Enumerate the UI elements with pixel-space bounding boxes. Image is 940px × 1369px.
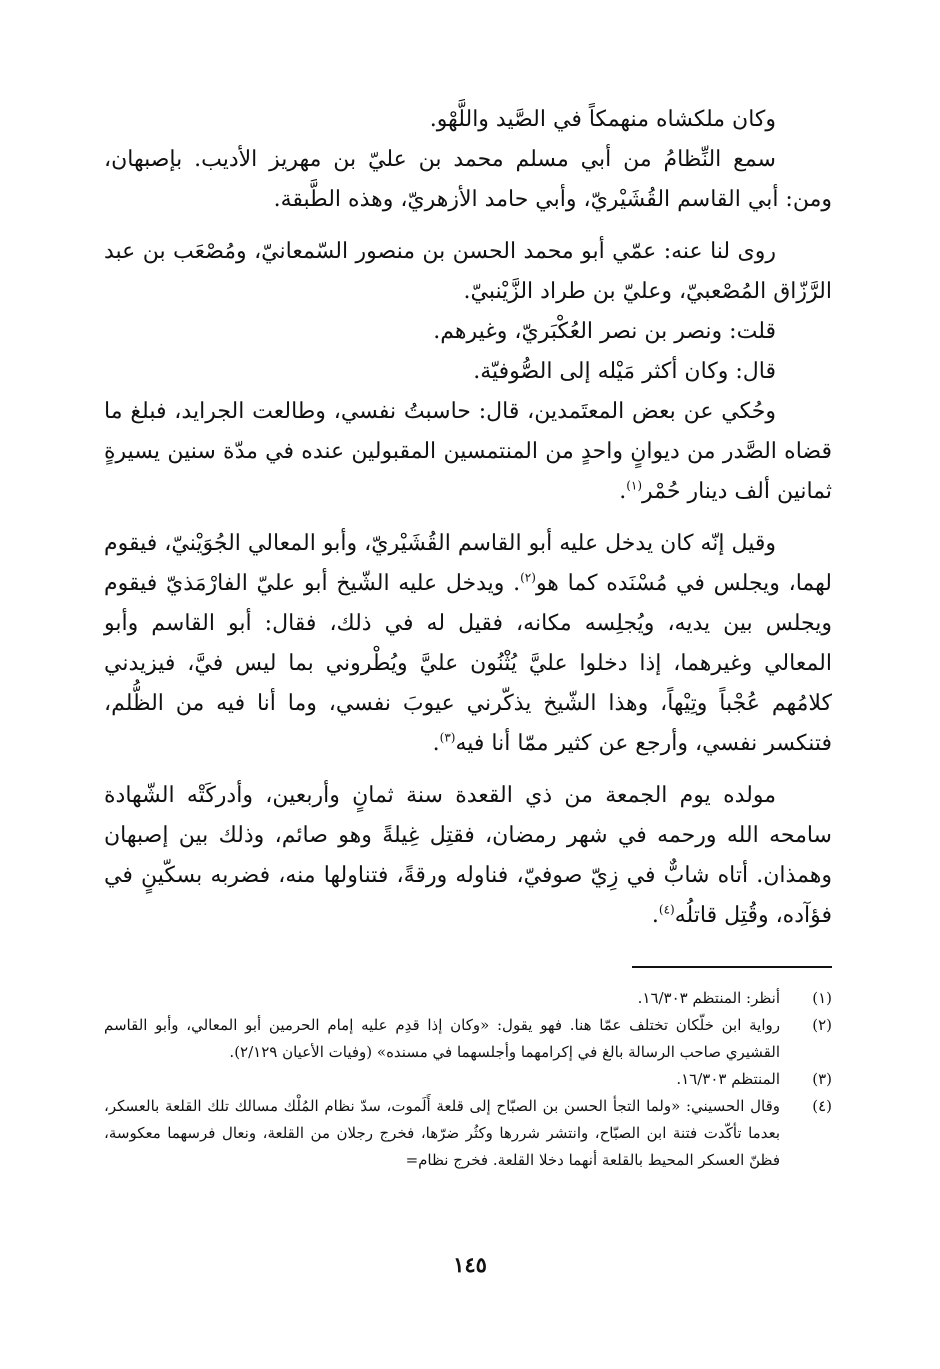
paragraph-visitors (104, 524, 832, 764)
paragraph-accounts-text: وحُكي عن بعض المعتَمدين، قال: حاسبتُ نفسي، وطالعت الجرايد، فبلغ ما قضاه الصَّدر من ديوانٍ واحدٍ من المنتمسين المقبولين عنده في مدّة سنين يسيرةٍ ثمانين ألف دينار حُمْر (104, 399, 832, 504)
footnote-ref-1: (١) (626, 478, 643, 493)
paragraph-accounts-end: . (619, 479, 627, 504)
footnote-number: (٣) (812, 1070, 832, 1088)
footnote-number: (١) (812, 989, 832, 1007)
footnote-text: المنتظم ١٦/٣٠٣. (676, 1070, 780, 1088)
footnote-item (104, 1093, 832, 1174)
paragraph-sufism: قال: وكان أكثر مَيْله إلى الصُّوفيّة. (473, 359, 776, 384)
paragraph-qultu: قلت: ونصر بن نصر العُكْبَريّ، وغيرهم. (433, 319, 776, 344)
main-text (104, 100, 832, 936)
footnote-number: (٤) (812, 1097, 832, 1115)
paragraph-narrated: روى لنا عنه: عمّي أبو محمد الحسن بن منصور السّمعانيّ، ومُصْعَب بن عبد الرَّزّاق المُصْعبيّ، وعليّ بن طراد الزَّيْنبيّ. (104, 239, 832, 304)
footnote-item (104, 1066, 832, 1093)
footnote-item (104, 985, 832, 1012)
footnote-ref-4: (٤) (658, 902, 675, 917)
footnote-text: أنظر: المنتظم ١٦/٣٠٣. (637, 989, 780, 1007)
paragraph-birth-death-text: مولده يوم الجمعة من ذي القعدة سنة ثمانٍ وأربعين، وأدركَتْه الشّهادة سامحه الله ورحمه في شهر رمضان، فقتِل غِيلةً وهو صائم، وذلك بين إصبهان وهمذان. أتاه شابٌّ في زِيّ صوفيّ، فناوله ورقةً، فتناولها منه، فضربه بسكّينٍ في فؤآده، وقُتِل قاتلُه (104, 783, 832, 928)
paragraph-heard-from: سمع النِّظامُ من أبي مسلم محمد بن عليّ بن مهريز الأديب. بإصبهان، ومن: أبي القاسم القُشَيْريّ، وأبي حامد الأزهريّ، وهذه الطَّبقة. (104, 147, 832, 212)
paragraph-birth-death-end: . (651, 903, 659, 928)
page-number: ١٤٥ (453, 1252, 487, 1277)
footnote-separator (632, 966, 832, 968)
footnote-ref-3: (٣) (439, 730, 456, 745)
paragraph-visitors-end: . (432, 731, 440, 756)
footnote-text: رواية ابن خلّكان تختلف عمّا هنا. فهو يقول: «وكان إذا قدِم عليه إمام الحرمين أبو المعالي، وأبو القاسم القشيري صاحب الرسالة بالغ في إكرامهما وأجلسهما في مسنده» (وفيات الأعيان ٢/١٢٩). (104, 1016, 780, 1061)
paragraph-birth-death (104, 776, 832, 936)
footnote-number: (٢) (812, 1016, 832, 1034)
paragraph-accounts (104, 392, 832, 512)
paragraph-malikshah: وكان ملكشاه منهمكاً في الصَّيد واللَّهْو. (429, 107, 776, 132)
footnotes (104, 985, 832, 1174)
paragraph-visitors-text-a: وقيل إنّه كان يدخل عليه أبو القاسم القُشَيْريّ، وأبو المعالي الجُوَيْنيّ، فيقوم لهما، ويجلس في مُسْنَده كما هو (104, 531, 832, 596)
footnote-ref-2: (٢) (520, 570, 536, 585)
paragraph-visitors-text-b: . ويدخل عليه الشّيخ أبو عليّ الفارْمَذيّ فيقوم ويجلس بين يديه، ويُجلِسه مكانه، فقيل له في ذلك، فقال: أبو القاسم وأبو المعالي وغيرهما، إذا دخلوا عليَّ يُثْنُون عليَّ ويُطْروني بما ليس فيَّ، فيزيدني كلامُهم عُجْباً وتِيْهاً، وهذا الشّيخ يذكّرني عيوبَ نفسي، وما أنا فيه من الظُّلم، فتنكسر نفسي، وأرجع عن كثير ممّا أنا فيه (104, 571, 832, 756)
footnote-text: وقال الحسيني: «ولما التجأ الحسن بن الصبّاح إلى قلعة أَلَموت، سدّ نظام المُلْك مسالك تلك القلعة بالعسكر، بعدما تأكّدت فتنة ابن الصبّاح، وانتشر شررها وكثُر ضرّها، فخرج رجلان من القلعة، ونعال فرسهما معكوسة، فظنّ العسكر المحيط بالقلعة أنهما دخلا القلعة. فخرج نظام= (104, 1097, 780, 1169)
footnote-item (104, 1012, 832, 1066)
